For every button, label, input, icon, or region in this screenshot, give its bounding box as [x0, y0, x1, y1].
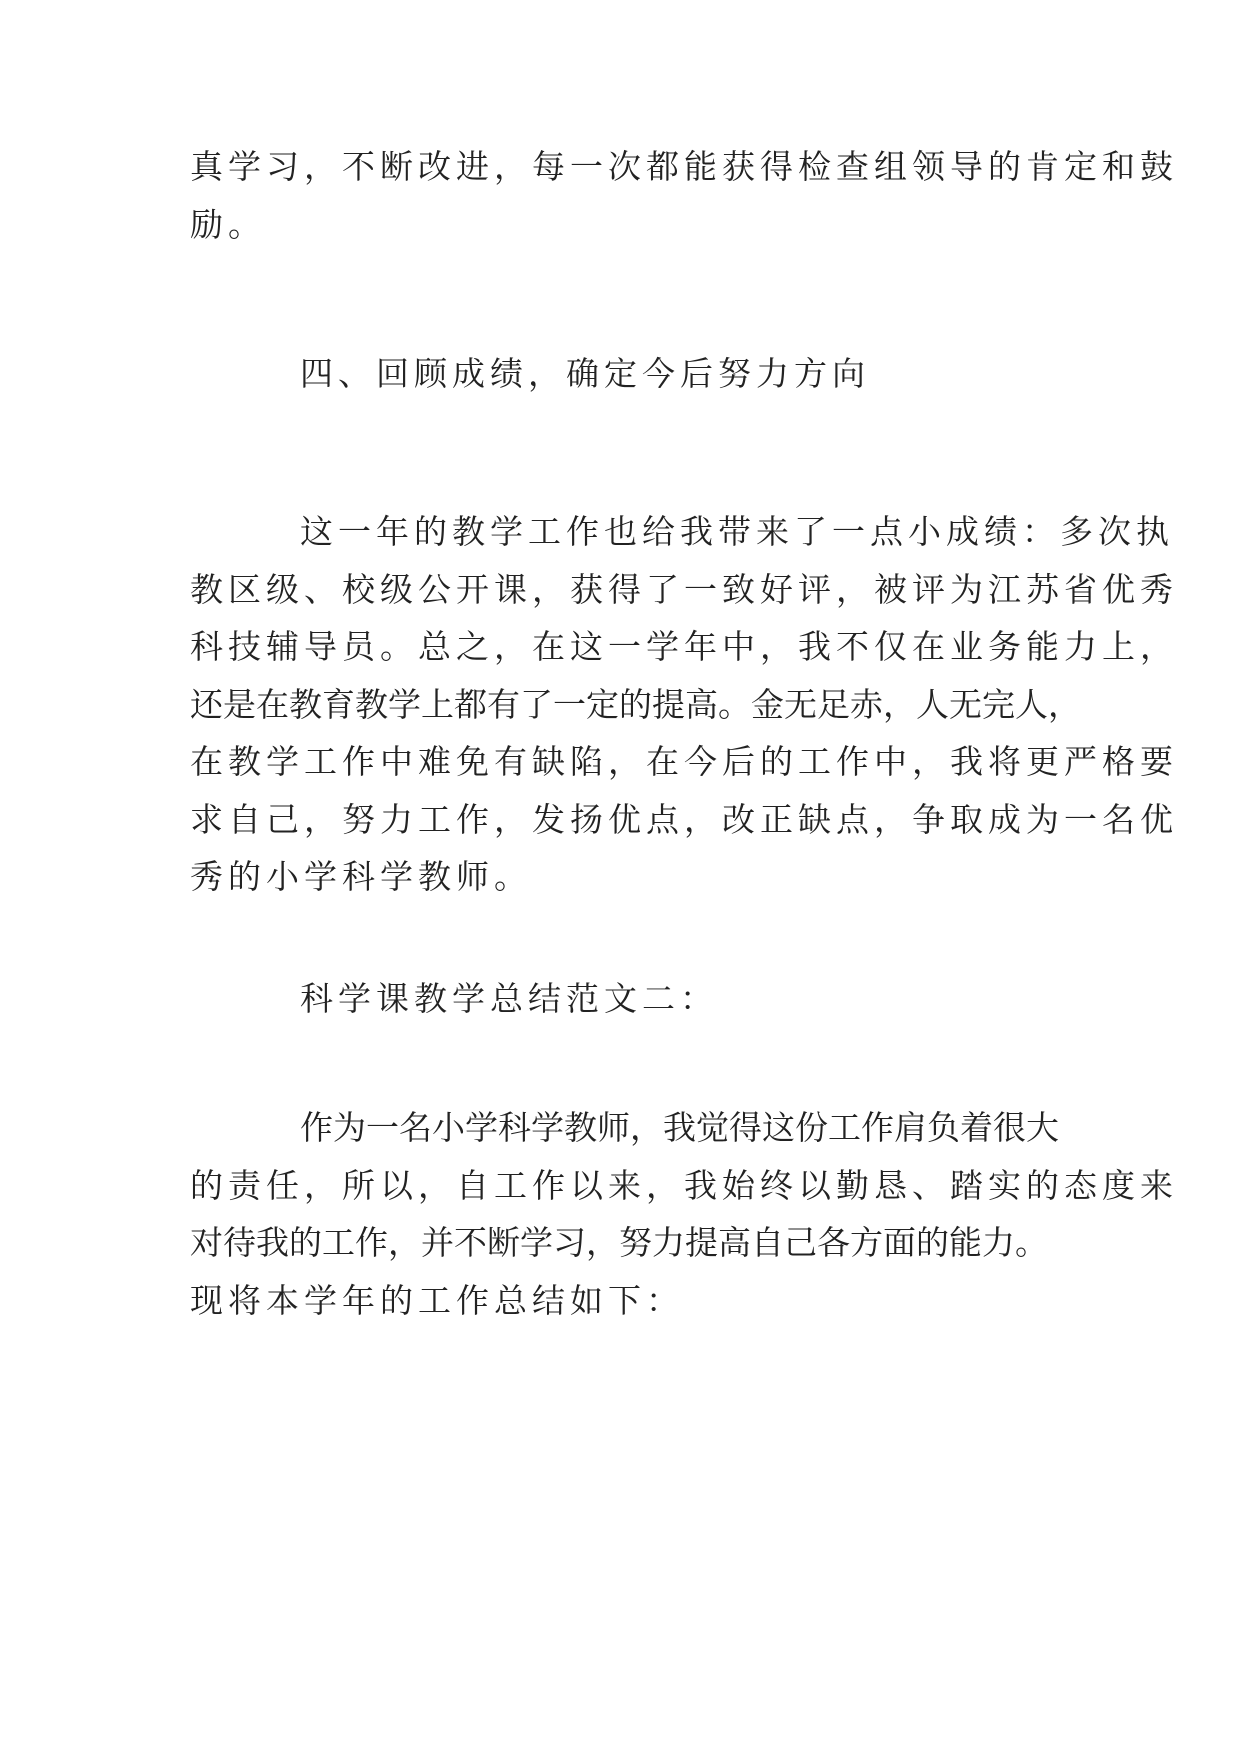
- text-line: 真学习，不断改进，每一次都能获得检查组领导的肯定和鼓: [190, 147, 1178, 186]
- paragraph-intro: [190, 1099, 1178, 1329]
- text-line: 求自己，努力工作，发扬优点，改正缺点，争取成为一名优: [190, 799, 1178, 839]
- paragraph-achievements: [190, 503, 1178, 906]
- text-line: 作为一名小学科学教师，我觉得这份工作肩负着很大: [300, 1108, 1059, 1147]
- text-line: 在教学工作中难免有缺陷，在今后的工作中，我将更严格要: [190, 742, 1178, 781]
- text-line: 的责任，所以，自工作以来，我始终以勤恳、踏实的态度来: [190, 1165, 1178, 1205]
- section-heading: [300, 345, 1180, 403]
- text-line: 还是在教育教学上都有了一定的提高。金无足赤，人无完人，: [190, 684, 1081, 724]
- text-line: 科技辅导员。总之，在这一学年中，我不仅在业务能力上，: [190, 627, 1178, 666]
- text-line: 对待我的工作，并不断学习，努力提高自己各方面的能力。: [190, 1223, 1048, 1262]
- text-line: 教区级、校级公开课，获得了一致好评，被评为江苏省优秀: [190, 569, 1178, 609]
- paragraph-continuation: [190, 138, 1178, 253]
- text-line: 这一年的教学工作也给我带来了一点小成绩：多次执: [300, 512, 1174, 551]
- text-line: 励。: [190, 204, 266, 244]
- section-title: [300, 970, 1180, 1028]
- text-line: 秀的小学科学教师。: [190, 857, 532, 896]
- section-title-text: 科学课教学总结范文二：: [300, 979, 718, 1018]
- text-line: 现将本学年的工作总结如下：: [190, 1280, 684, 1320]
- section-heading-text: 四、回顾成绩，确定今后努力方向: [300, 354, 870, 393]
